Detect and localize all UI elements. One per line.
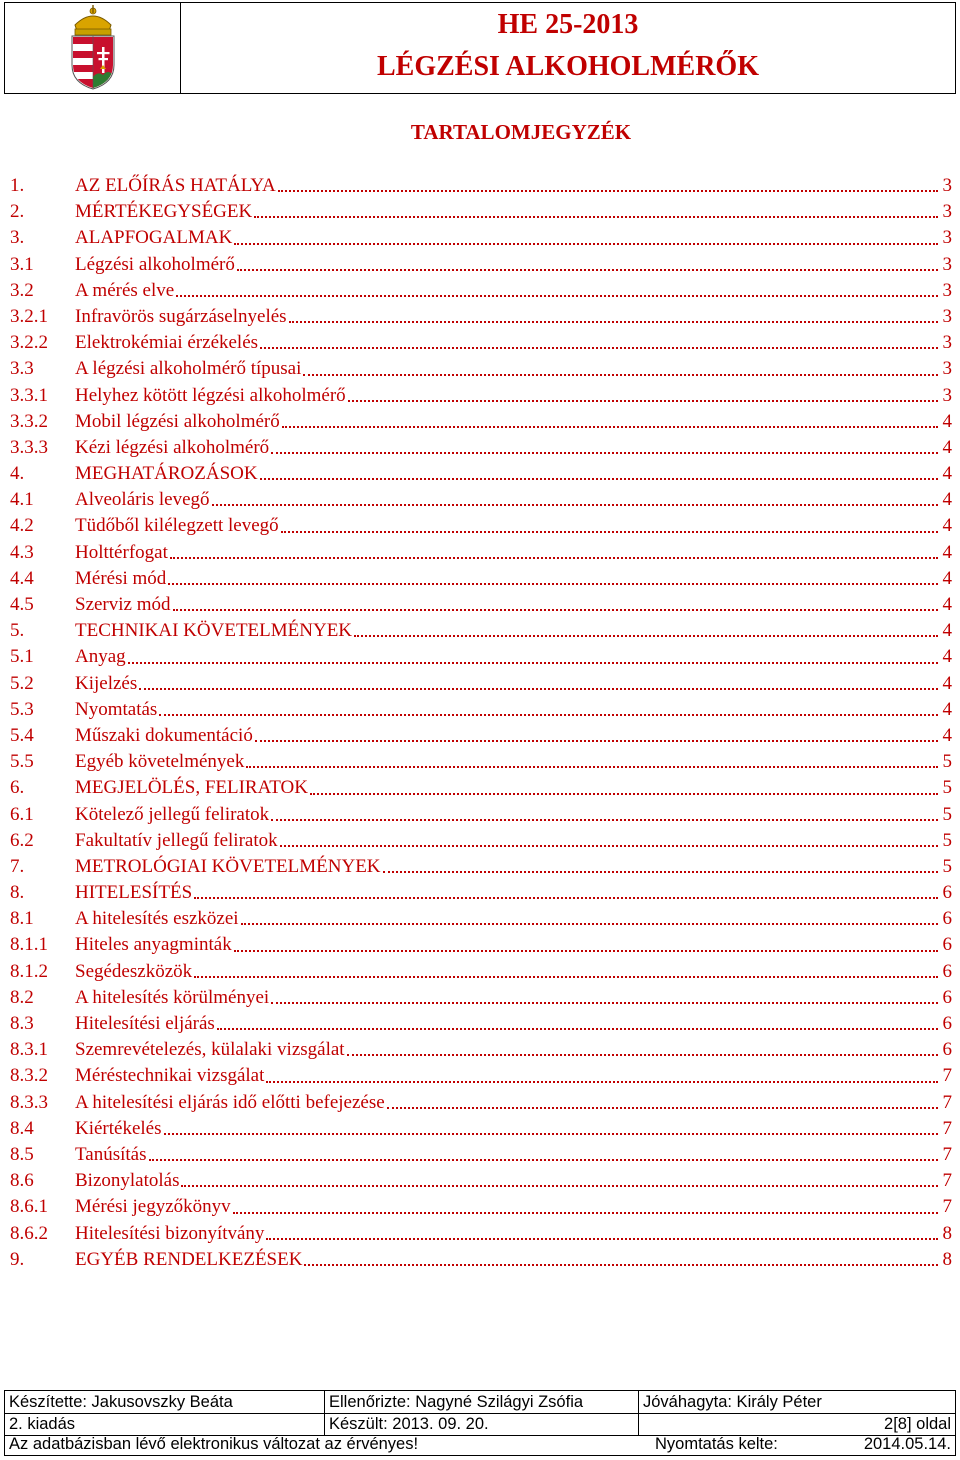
toc-dot-leader xyxy=(348,399,938,402)
toc-entry[interactable] xyxy=(10,880,952,906)
toc-entry-number: 5.2 xyxy=(10,672,34,694)
toc-entry[interactable] xyxy=(10,959,952,985)
toc-dot-leader xyxy=(194,975,938,978)
toc-entry[interactable] xyxy=(10,409,952,435)
document-title: LÉGZÉSI ALKOHOLMÉRŐK xyxy=(377,51,759,82)
toc-entry-number: 3.3.3 xyxy=(10,436,48,458)
toc-entry[interactable] xyxy=(10,906,952,932)
toc-entry[interactable] xyxy=(10,566,952,592)
toc-dot-leader xyxy=(303,373,938,376)
toc-entry-number: 8.5 xyxy=(10,1143,34,1165)
logo-cell xyxy=(5,3,181,93)
toc-entry-title: Műszaki dokumentáció xyxy=(75,724,253,746)
toc-entry-title: A mérés elve xyxy=(75,279,175,301)
toc-entry-title: Segédeszközök xyxy=(75,960,193,982)
toc-entry-title: Holttérfogat xyxy=(75,541,168,563)
toc-entry[interactable] xyxy=(10,435,952,461)
toc-dot-leader xyxy=(173,608,938,611)
toc-dot-leader xyxy=(255,739,938,742)
toc-entry-title: Méréstechnikai vizsgálat xyxy=(75,1065,265,1087)
toc-entry-page: 8 xyxy=(942,1248,952,1270)
toc-entry-number: 6. xyxy=(10,777,25,799)
toc-dot-leader xyxy=(237,268,938,271)
toc-entry-page: 4 xyxy=(942,541,952,563)
toc-entry-page: 3 xyxy=(942,384,952,406)
toc-entry-number: 3.2 xyxy=(10,279,34,301)
toc-dot-leader xyxy=(383,870,938,873)
toc-entry-title: Alveoláris levegő xyxy=(75,489,210,511)
toc-entry-page: 5 xyxy=(942,777,952,799)
toc-entry[interactable] xyxy=(10,618,952,644)
toc-entry-page: 4 xyxy=(942,620,952,642)
toc-dot-leader xyxy=(233,1211,938,1214)
validity-note: Az adatbázisban lévő elektronikus változat az érvényes! xyxy=(9,1435,419,1453)
toc-entry-page: 4 xyxy=(942,724,952,746)
toc-entry-title: MÉRTÉKEGYSÉGEK xyxy=(75,201,253,223)
toc-entry-title: Nyomtatás xyxy=(75,698,158,720)
document-code: HE 25-2013 xyxy=(497,9,639,40)
toc-dot-leader xyxy=(271,818,938,821)
toc-entry-page: 7 xyxy=(942,1143,952,1165)
toc-entry[interactable] xyxy=(10,1037,952,1063)
toc-entry-number: 3.3.2 xyxy=(10,410,48,432)
toc-entry-title: TECHNIKAI KÖVETELMÉNYEK xyxy=(75,620,353,642)
toc-entry-page: 3 xyxy=(942,305,952,327)
toc-dot-leader xyxy=(176,294,938,297)
toc-dot-leader xyxy=(246,765,938,768)
toc-entry-title: A hitelesítés körülményei xyxy=(75,986,270,1008)
toc-entry[interactable] xyxy=(10,1011,952,1037)
toc-entry[interactable] xyxy=(10,1194,952,1220)
toc-entry-number: 7. xyxy=(10,855,25,877)
toc-entry-number: 4. xyxy=(10,463,25,485)
toc-entry-title: Kijelzés xyxy=(75,672,138,694)
toc-entry-number: 8.1 xyxy=(10,908,34,930)
toc-entry-number: 3.1 xyxy=(10,253,34,275)
toc-entry-number: 1. xyxy=(10,175,25,196)
toc-entry-page: 6 xyxy=(942,1013,952,1034)
toc-entry-number: 6.1 xyxy=(10,803,34,825)
toc-entry-page: 6 xyxy=(942,908,952,930)
toc-entry-title: Szerviz mód xyxy=(75,594,171,615)
toc-entry-number: 8.6.1 xyxy=(10,1196,48,1218)
toc-entry[interactable] xyxy=(10,671,952,697)
toc-entry-number: 8.1.2 xyxy=(10,960,48,982)
toc-dot-leader xyxy=(289,320,938,323)
toc-entry-number: 8.6.2 xyxy=(10,1222,48,1244)
approved-by: Jóváhagyta: Király Péter xyxy=(643,1393,822,1411)
toc-entry[interactable] xyxy=(10,854,952,880)
toc-dot-leader xyxy=(387,1106,938,1109)
toc-dot-leader xyxy=(194,896,938,899)
toc-dot-leader xyxy=(217,1027,938,1030)
footer-row-authors xyxy=(5,1391,955,1414)
toc-entry[interactable] xyxy=(10,199,952,225)
toc-entry-number: 5.3 xyxy=(10,698,34,720)
toc-entry-title: Szemrevételezés, külalaki vizsgálat xyxy=(75,1039,345,1061)
toc-entry-page: 5 xyxy=(942,803,952,825)
toc-entry-title: MEGJELÖLÉS, FELIRATOK xyxy=(75,777,308,799)
toc-entry-page: 4 xyxy=(942,489,952,511)
toc-entry-page: 3 xyxy=(942,201,952,223)
title-cell xyxy=(181,3,955,93)
toc-entry-page: 7 xyxy=(942,1170,952,1192)
toc-entry-page: 5 xyxy=(942,855,952,877)
toc-entry[interactable] xyxy=(10,828,952,854)
toc-entry-number: 8. xyxy=(10,882,25,904)
toc-entry[interactable] xyxy=(10,330,952,356)
toc-entry-title: HITELESÍTÉS xyxy=(75,882,193,904)
toc-entry[interactable] xyxy=(10,304,952,330)
toc-dot-leader xyxy=(266,1237,938,1240)
toc-entry-number: 8.3.3 xyxy=(10,1091,48,1113)
toc-entry-number: 2. xyxy=(10,201,25,223)
toc-entry-page: 4 xyxy=(942,567,952,589)
print-label: Nyomtatás kelte: xyxy=(655,1435,778,1453)
hungarian-coat-of-arms-icon xyxy=(67,5,119,91)
toc-entry[interactable] xyxy=(10,173,952,199)
toc-entry[interactable] xyxy=(10,697,952,723)
document-footer xyxy=(4,1390,956,1456)
toc-entry-title: ALAPFOGALMAK xyxy=(75,227,233,249)
toc-entry-title: Kötelező jellegű feliratok xyxy=(75,803,270,825)
toc-dot-leader xyxy=(271,1001,938,1004)
toc-entry-title: Elektrokémiai érzékelés xyxy=(75,332,259,354)
toc-dot-leader xyxy=(139,687,938,690)
toc-entry-page: 6 xyxy=(942,960,952,982)
toc-entry-page: 7 xyxy=(942,1117,952,1139)
toc-entry-page: 4 xyxy=(942,646,952,668)
toc-dot-leader xyxy=(280,844,938,847)
toc-dot-leader xyxy=(260,346,938,349)
toc-entry-title: Infravörös sugárzáselnyelés xyxy=(75,305,287,327)
toc-entry-title: Bizonylatolás xyxy=(75,1170,180,1192)
toc-dot-leader xyxy=(354,634,938,637)
footer-row-validity xyxy=(5,1435,955,1457)
toc-entry[interactable] xyxy=(10,383,952,409)
toc-dot-leader xyxy=(128,661,938,664)
toc-entry-title: Tüdőből kilélegzett levegő xyxy=(75,515,279,537)
toc-dot-leader xyxy=(271,451,938,454)
toc-entry-number: 8.2 xyxy=(10,986,34,1008)
toc-entry-title: Fakultatív jellegű feliratok xyxy=(75,829,278,851)
toc-entry[interactable] xyxy=(10,592,952,618)
toc-entry-number: 4.2 xyxy=(10,515,34,537)
toc-entry-title: Hitelesítési eljárás xyxy=(75,1013,215,1034)
checked-by: Ellenőrizte: Nagyné Szilágyi Zsófia xyxy=(325,1391,639,1413)
toc-entry-title: Kézi légzési alkoholmérő xyxy=(75,436,270,458)
toc-entry-title: Légzési alkoholmérő xyxy=(75,253,235,275)
toc-entry-page: 4 xyxy=(942,515,952,537)
toc-dot-leader xyxy=(347,1053,938,1056)
toc-dot-leader xyxy=(170,556,938,559)
toc-entry-page: 7 xyxy=(942,1091,952,1113)
toc-dot-leader xyxy=(234,242,938,245)
toc-entry-page: 3 xyxy=(942,358,952,380)
toc-dot-leader xyxy=(149,1158,939,1161)
toc-entry-page: 7 xyxy=(942,1065,952,1087)
toc-entry-page: 4 xyxy=(942,672,952,694)
toc-entry[interactable] xyxy=(10,225,952,251)
toc-entry-page: 4 xyxy=(942,698,952,720)
toc-entry-title: Tanúsítás xyxy=(75,1143,147,1165)
toc-entry-page: 3 xyxy=(942,253,952,275)
toc-entry-page: 5 xyxy=(942,751,952,773)
toc-entry-title: A hitelesítés eszközei xyxy=(75,908,239,930)
toc-entry-page: 5 xyxy=(942,829,952,851)
toc-entry-title: Mobil légzési alkoholmérő xyxy=(75,410,280,432)
toc-entry-number: 8.3 xyxy=(10,1013,34,1034)
toc-entry-page: 6 xyxy=(942,1039,952,1061)
toc-entry-number: 9. xyxy=(10,1248,25,1270)
toc-entry-number: 5.1 xyxy=(10,646,34,668)
toc-dot-leader xyxy=(164,1132,938,1135)
document-header xyxy=(4,2,956,94)
toc-entry-page: 7 xyxy=(942,1196,952,1218)
toc-dot-leader xyxy=(304,1263,938,1266)
toc-entry[interactable] xyxy=(10,802,952,828)
toc-entry-title: Mérési mód xyxy=(75,567,167,589)
toc-entry-title: Helyhez kötött légzési alkoholmérő xyxy=(75,384,346,406)
toc-entry-title: EGYÉB RENDELKEZÉSEK xyxy=(75,1248,303,1270)
toc-dot-leader xyxy=(168,582,938,585)
toc-entry[interactable] xyxy=(10,723,952,749)
toc-entry-number: 5. xyxy=(10,620,25,642)
toc-entry-title: Kiértékelés xyxy=(75,1117,162,1139)
page-number: 2[8] oldal xyxy=(884,1415,951,1433)
toc-entry-page: 4 xyxy=(942,463,952,485)
toc-entry[interactable] xyxy=(10,932,952,958)
toc-entry-page: 6 xyxy=(942,934,952,956)
toc-entry-number: 4.4 xyxy=(10,567,34,589)
toc-heading: TARTALOMJEGYZÉK xyxy=(410,120,632,144)
toc-entry[interactable] xyxy=(10,252,952,278)
print-date: 2014.05.14. xyxy=(863,1435,951,1453)
toc-entry-number: 8.3.1 xyxy=(10,1039,48,1061)
toc-entry-page: 8 xyxy=(942,1222,952,1244)
toc-entry-title: AZ ELŐÍRÁS HATÁLYA xyxy=(75,175,276,196)
toc-dot-leader xyxy=(310,792,938,795)
toc-entry-number: 8.1.1 xyxy=(10,934,48,956)
toc-entry[interactable] xyxy=(10,1247,952,1273)
toc-entry-page: 4 xyxy=(942,410,952,432)
toc-entry-number: 5.5 xyxy=(10,751,34,773)
toc-entry[interactable] xyxy=(10,1090,952,1116)
toc-entry-number: 3.3.1 xyxy=(10,384,48,406)
toc-entry-page: 6 xyxy=(942,882,952,904)
toc-entry-title: Egyéb követelmények xyxy=(75,751,245,773)
toc-entry-number: 4.3 xyxy=(10,541,34,563)
toc-entry-title: Anyag xyxy=(75,646,126,668)
toc-entry-title: MEGHATÁROZÁSOK xyxy=(75,463,258,485)
footer-row-edition xyxy=(5,1413,955,1436)
toc-entry-page: 4 xyxy=(942,436,952,458)
toc-entry-title: A hitelesítési eljárás idő előtti befejezése xyxy=(75,1091,385,1113)
toc-entry-number: 8.4 xyxy=(10,1117,34,1139)
toc-entry-number: 8.3.2 xyxy=(10,1065,48,1087)
toc-entry[interactable] xyxy=(10,985,952,1011)
toc-entry-page: 3 xyxy=(942,227,952,249)
toc-dot-leader xyxy=(241,922,938,925)
toc-entry[interactable] xyxy=(10,278,952,304)
toc-entry[interactable] xyxy=(10,1142,952,1168)
toc-entry-number: 3. xyxy=(10,227,25,249)
toc-entry-title: METROLÓGIAI KÖVETELMÉNYEK xyxy=(75,855,381,877)
toc-entry-title: Hiteles anyagminták xyxy=(75,934,232,956)
toc-entry-number: 3.2.1 xyxy=(10,305,48,327)
toc-entry-number: 3.2.2 xyxy=(10,332,48,354)
toc-entry[interactable] xyxy=(10,540,952,566)
toc-entry[interactable] xyxy=(10,461,952,487)
prepared-by: Készítette: Jakusovszky Beáta xyxy=(5,1391,325,1413)
toc-entry-page: 6 xyxy=(942,986,952,1008)
edition: 2. kiadás xyxy=(5,1413,325,1435)
toc-entry[interactable] xyxy=(10,356,952,382)
toc-entry-number: 4.5 xyxy=(10,594,34,615)
toc-dot-leader xyxy=(212,503,938,506)
toc-entry[interactable] xyxy=(10,749,952,775)
toc-entry[interactable] xyxy=(10,513,952,539)
toc-dot-leader xyxy=(234,949,938,952)
table-of-contents xyxy=(10,173,952,1273)
toc-entry-page: 3 xyxy=(942,332,952,354)
toc-entry-number: 5.4 xyxy=(10,724,34,746)
toc-entry-page: 4 xyxy=(942,594,952,615)
toc-dot-leader xyxy=(278,189,938,192)
toc-dot-leader xyxy=(159,713,938,716)
toc-dot-leader xyxy=(260,477,938,480)
toc-dot-leader xyxy=(181,1184,938,1187)
toc-entry[interactable] xyxy=(10,1168,952,1194)
toc-entry[interactable] xyxy=(10,1063,952,1089)
toc-entry[interactable] xyxy=(10,644,952,670)
toc-entry-title: Hitelesítési bizonyítvány xyxy=(75,1222,265,1244)
toc-dot-leader xyxy=(281,530,938,533)
toc-entry-number: 3.3 xyxy=(10,358,34,380)
toc-entry-page: 3 xyxy=(942,175,952,196)
toc-entry-number: 8.6 xyxy=(10,1170,34,1192)
toc-entry[interactable] xyxy=(10,775,952,801)
toc-entry[interactable] xyxy=(10,1116,952,1142)
toc-entry[interactable] xyxy=(10,1221,952,1247)
toc-dot-leader xyxy=(282,425,938,428)
toc-entry-title: Mérési jegyzőkönyv xyxy=(75,1196,231,1218)
toc-entry[interactable] xyxy=(10,487,952,513)
toc-entry-number: 4.1 xyxy=(10,489,34,511)
toc-dot-leader xyxy=(266,1080,938,1083)
toc-entry-page: 3 xyxy=(942,279,952,301)
toc-dot-leader xyxy=(254,215,938,218)
toc-entry-title: A légzési alkoholmérő típusai xyxy=(75,358,302,380)
made-date: Készült: 2013. 09. 20. xyxy=(325,1413,639,1435)
toc-entry-number: 6.2 xyxy=(10,829,34,851)
page-cell xyxy=(639,1413,955,1435)
